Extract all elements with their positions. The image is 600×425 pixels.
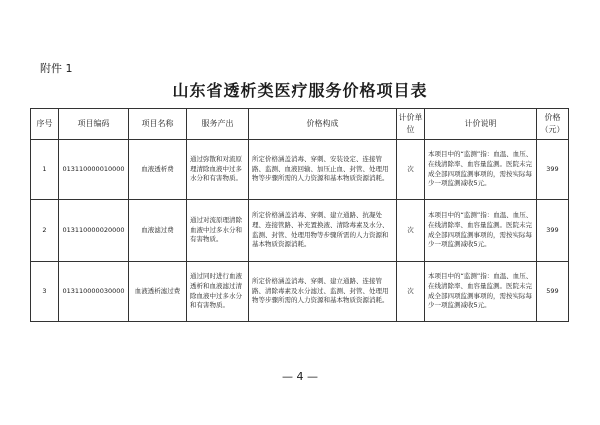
table-row — [31, 140, 569, 200]
cell-price: 599 — [537, 262, 569, 322]
cell-note: 本项目中的“监测”指：血温、血压、在线清除率、血容量监测。医院未完成全部四项监测事项的，需按实际每少一项监测减收5元。 — [425, 200, 537, 262]
table-header-row — [31, 109, 569, 140]
cell-seq: 2 — [31, 200, 59, 262]
cell-name: 血液透析滤过费 — [129, 262, 187, 322]
header-output: 服务产出 — [187, 109, 249, 140]
header-note: 计价说明 — [425, 109, 537, 140]
annex-label: 附件 1 — [40, 62, 73, 75]
page-number: — 4 — — [282, 370, 318, 383]
cell-unit: 次 — [397, 262, 425, 322]
cell-note: 本项目中的“监测”指：血温、血压、在线清除率、血容量监测。医院未完成全部四项监测事项的，需按实际每少一项监测减收5元。 — [425, 140, 537, 200]
header-price: 价格（元） — [537, 109, 569, 140]
cell-seq: 1 — [31, 140, 59, 200]
document-title: 山东省透析类医疗服务价格项目表 — [172, 81, 428, 100]
price-table — [30, 108, 569, 322]
cell-unit: 次 — [397, 140, 425, 200]
cell-code: 013110000020000 — [59, 200, 129, 262]
cell-output: 通过同时进行血液透析和血液滤过清除血液中过多水分和有害物质。 — [187, 262, 249, 322]
header-composition: 价格构成 — [249, 109, 397, 140]
cell-composition: 所定价格涵盖消毒、穿刺、安装设定、连接管路、监测、血液回输、加压止血、封管、处理用物等步骤所需的人力资源和基本物质资源消耗。 — [249, 140, 397, 200]
header-unit: 计价单位 — [397, 109, 425, 140]
cell-output: 通过弥散和对流原理清除血液中过多水分和有害物质。 — [187, 140, 249, 200]
cell-seq: 3 — [31, 262, 59, 322]
cell-price: 399 — [537, 200, 569, 262]
header-name: 项目名称 — [129, 109, 187, 140]
cell-composition: 所定价格涵盖消毒、穿刺、建立通路、连接管路、清除毒素及水分滤过、监测、封管、处理用物等步骤所需的人力资源和基本物质资源消耗。 — [249, 262, 397, 322]
cell-code: 013110000030000 — [59, 262, 129, 322]
cell-name: 血液滤过费 — [129, 200, 187, 262]
cell-note: 本项目中的“监测”指：血温、血压、在线清除率、血容量监测。医院未完成全部四项监测事项的，需按实际每少一项监测减收5元。 — [425, 262, 537, 322]
cell-unit: 次 — [397, 200, 425, 262]
cell-code: 013110000010000 — [59, 140, 129, 200]
cell-composition: 所定价格涵盖消毒、穿刺、建立通路、抗凝处理、连接管路、补充置换液、清除毒素及水分、监测、封管、处理用物等步骤所需的人力资源和基本物质资源消耗。 — [249, 200, 397, 262]
table-row — [31, 262, 569, 322]
table-row — [31, 200, 569, 262]
header-seq: 序号 — [31, 109, 59, 140]
header-code: 项目编码 — [59, 109, 129, 140]
cell-name: 血液透析费 — [129, 140, 187, 200]
cell-output: 通过对流原理清除血液中过多水分和有害物质。 — [187, 200, 249, 262]
cell-price: 399 — [537, 140, 569, 200]
